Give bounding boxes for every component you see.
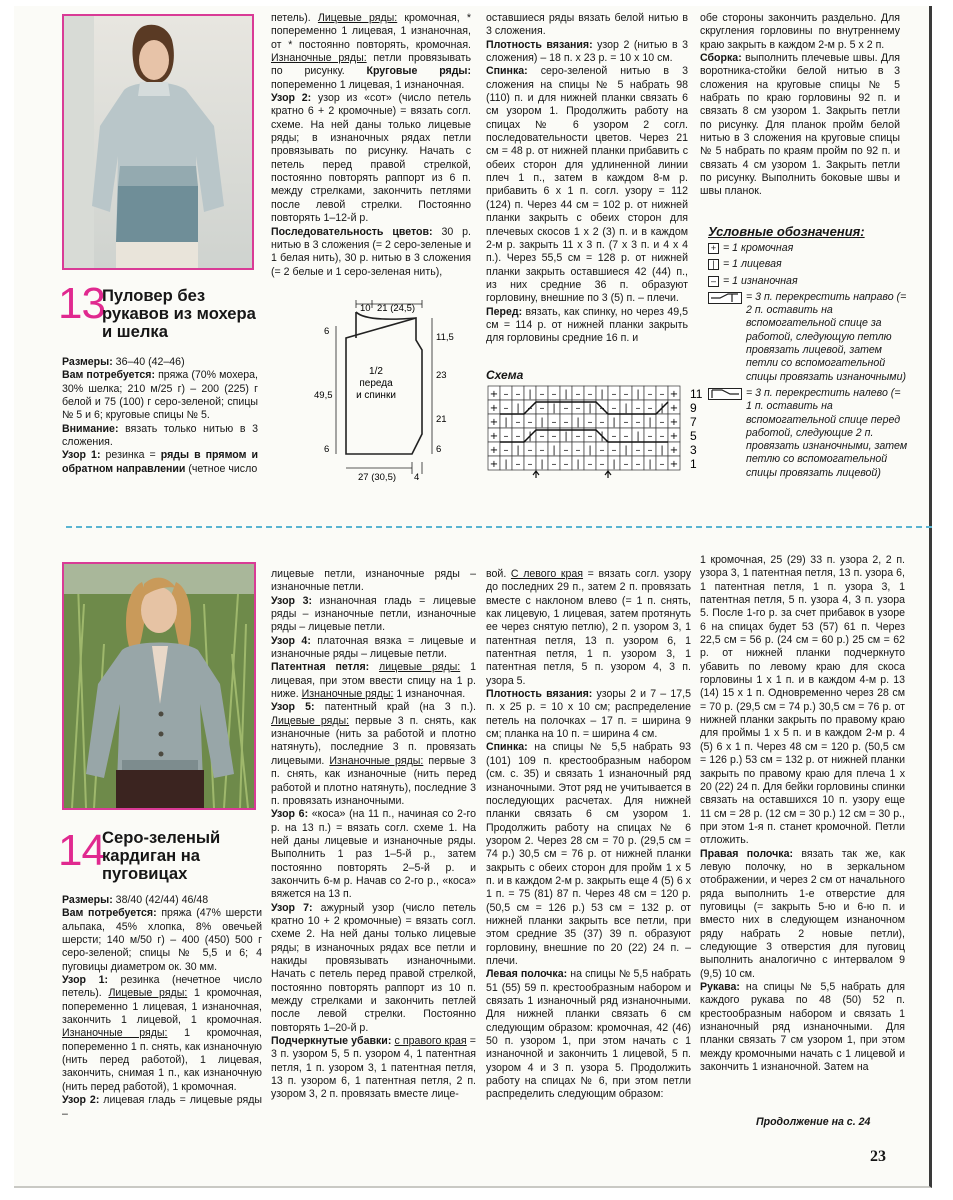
chart-stitch: –: [647, 403, 653, 414]
chart-stitch: –: [599, 445, 605, 456]
chart-stitch: +: [489, 459, 499, 470]
cross-right-icon: [708, 292, 742, 304]
chart-stitch: +: [669, 389, 679, 400]
p14-column-2: [271, 568, 476, 1134]
chart-stitch: –: [587, 389, 593, 400]
paragraph: оставшиеся ряды вязать белой нитью в 3 сложения.: [486, 12, 688, 38]
chart-stitch: –: [659, 431, 665, 442]
p13-column-3: [486, 12, 688, 364]
chart-stitch: |: [576, 417, 580, 428]
chart-row-number: 5: [690, 429, 697, 443]
chart-stitch: –: [623, 389, 629, 400]
legend-title: Условные обозначения:: [708, 224, 865, 239]
pattern-label-left-top: 6: [324, 326, 330, 337]
chart-stitch: |: [516, 445, 520, 456]
paragraph: петель). Лицевые ряды: кромочная, * попеременно 1 лицевая, 1 изнаночная, от * постоянно повторять, кромочная. Изнаночные ряды: петли провязывать по рисунку. Круговые ряды: попеременно 1 лицевая, 1 изнаночная.: [271, 12, 471, 91]
chart-stitch: –: [611, 403, 617, 414]
paragraph: Левая полочка: на спицы № 5,5 набрать 51 (55) 59 п. крестообразным набором и связать 1 изнаночный ряд изнаночными. Для нижней планки связать 6 см следующим образом: кромочная, 42 (46) 50 п. узором 1, при этом начать с 1 изнаночной и закончить 1 лицевой, 5 п. узором 4 и 3 п. узора 5. Продолжить работу на спицах № 6, при этом петли распределить следующим образом:: [486, 968, 691, 1101]
chart-row-number: 11: [690, 387, 703, 401]
chart-stitch: –: [503, 389, 509, 400]
chart-stitch: –: [659, 417, 665, 428]
chart-stitch: +: [489, 431, 499, 442]
paragraph: Сборка: выполнить плечевые швы. Для воротника-стойки белой нитью в 3 сложения на круговые спицы № 5 набрать по краю горловины 92 п. и связать 8 см узором 1. Закрыть петли по рисунку. Для планок пройм белой нитью в 3 сложения на круговые спицы № 5 набрать по краям пройм по 92 п. и связать 4 см узором 1. Закрыть петли по рисунку. Выполнить боковые швы и швы планок.: [700, 52, 900, 198]
chart-stitch: –: [503, 445, 509, 456]
magazine-page: [14, 6, 932, 1188]
chart-stitch: –: [575, 403, 581, 414]
paragraph: Узор 6: «коса» (на 11 п., начиная со 2-го р. на 13 п.) = вязать согл. схеме 1. На ней даны лицевые и изнаночные ряды. Выполнить 1 раз 1–5-й р., затем постоянно повторять 2–5-й р. и закончить 6-м р. Начав со 2-го р., «коса» вяжется на 13 п.: [271, 808, 476, 901]
chart-stitch: |: [660, 403, 664, 414]
chart-stitch: |: [552, 403, 556, 414]
paragraph: Плотность вязания: узор 2 (нитью в 3 сложения) – 18 п. x 23 р. = 10 x 10 см.: [486, 38, 688, 65]
chart-stitch: –: [515, 417, 521, 428]
chart-stitch: –: [551, 389, 557, 400]
pattern-label-center-2: переда: [359, 378, 393, 389]
chart-stitch: –: [539, 445, 545, 456]
chart-stitch: +: [669, 403, 679, 414]
paragraph: Узор 2: лицевая гладь = лицевые ряды –: [62, 1094, 262, 1120]
paragraph: 1 кромочная, 25 (29) 33 п. узора 2, 2 п. узора 3, 1 патентная петля, 13 п. узора 6, 1 патентная петля, 1 п. узора 3, 1 патентная петля, 5 п. узора 4, 3 п. узора 5. После 1-го р. за счет прибавок в узоре 6 на спицах будет 53 (57) 61 п. Через 22,5 см = 56 р. (24 см = 60 р.) 25 см = 62 р. от нижней планки подчеркнуто убавить по левому краю для скоса горловины 1 x 1 п. и в каждом 4-м р. 13 (14) 15 x 1 п. Одновременно через 28 см = 70 р. (29,5 см = 74 р.) 30,5 см = 76 р. от нижней планки закрыть по правому краю для проймы 1 x 5 п. и в каждом 2-м р. 4 (5) 6 x 1 п. Через 48 см = 120 р. (50,5 см = 126 р.) 53 см = 132 р. от нижней планки закрыть по правому краю для плеча 1 x 20 (22) 24 п. Для бейки горловины спинки связать на оставшихся 10 п. узору еще 11 см = 28 р. (12 см = 30 р.) 12 см = 30 р., при этом 1-я п. станет кромочной. Петли отложить.: [700, 554, 905, 847]
chart-stitch: |: [504, 417, 508, 428]
paragraph: Вам потребуется: пряжа (47% шерсти альпака, 45% хлопка, 8% овечьей шерсти; 140 м/50 г) – 400 (450) 500 г серо-зеленой; спицы № 5,5 и 6; 4 пуговицы диаметром ок. 30 мм.: [62, 907, 262, 973]
chart-stitch: –: [563, 403, 569, 414]
chart-stitch: |: [540, 459, 544, 470]
pattern-label-right-top: 11,5: [436, 332, 454, 343]
paragraph: Размеры: 38/40 (42/44) 46/48: [62, 894, 209, 906]
p13-attention: Внимание: вязать только нитью в 3 сложения.: [62, 422, 258, 449]
legend-item: [708, 387, 908, 480]
chart-stitch: |: [660, 445, 664, 456]
sweater-photo: [62, 14, 254, 270]
legend-text: = 3 п. перекрестить направо (= 2 п. оставить на вспомогательной спице за работой, следующую петлю провязать лицевой, затем петли со вспомогательной спицы провязать изнаночными): [746, 290, 907, 383]
p13-column-2: [271, 12, 471, 294]
chart-stitch: |: [588, 403, 592, 414]
paragraph: Правая полочка: вязать так же, как левую полочку, но в зеркальном отображении, и через 2 см от начального ряда выполнить 1-е отверстие для пуговицы (= закрыть 5-ю и 6-ю п. и вместо них в следующем изнаночном ряду набрать 2 новые петли), следующие 3 отверстия для пуговиц выполнить аналогично с интервалом 9 (9,5) 10 см.: [700, 847, 905, 980]
paragraph: Узор 4: платочная вязка = лицевые и изнаночные ряды – лицевые петли.: [271, 634, 476, 661]
chart-repeat-arrow-icon: [533, 471, 539, 478]
chart-stitch: –: [563, 445, 569, 456]
chart-stitch: –: [635, 459, 641, 470]
chart-stitch: –: [527, 459, 533, 470]
chart-stitch: +: [669, 459, 679, 470]
legend-text: = 3 п. перекрестить налево (= 1 п. оставить на вспомогательной спице перед работой, следующие 2 п. провязать изнаночными, затем петлю со вспомогательной спицы провязать лицевой): [746, 386, 908, 479]
chart-stitch: –: [611, 389, 617, 400]
pattern-number-13: 13: [58, 279, 105, 328]
legend-item: [708, 291, 908, 384]
legend-text: = 1 кромочная: [723, 242, 794, 254]
legend-symbol-icon: |: [708, 259, 719, 270]
chart-row-number: 7: [690, 415, 697, 429]
paragraph: Патентная петля: лицевые ряды: 1 лицевая, при этом ввести спицу на 1 р. ниже. Изнаночные ряды: 1 изнаночная.: [271, 661, 476, 701]
chart-stitch: –: [587, 417, 593, 428]
chart-stitch: |: [612, 417, 616, 428]
chart-stitch: –: [635, 417, 641, 428]
chart-stitch: –: [563, 417, 569, 428]
chart-stitch: –: [563, 459, 569, 470]
pattern-number-14: 14: [58, 826, 105, 875]
chart-stitch: –: [659, 459, 665, 470]
chart-stitch: –: [503, 403, 509, 414]
pattern-label-top-right: 21 (24,5): [377, 303, 416, 314]
chart-stitch: |: [576, 459, 580, 470]
chart-stitch: |: [600, 431, 604, 442]
paragraph: Узор 5: патентный край (на 3 п.). Лицевые ряды: первые 3 п. снять, как изнаночные (нить за работой и плотно натянуть), последние 3 п. провязать лицевыми. Изнаночные ряды: первые 3 п. снять, как изнаночные (нить перед работой и плотно натянуть), последние 3 п. провязать изнаночными.: [271, 701, 476, 807]
legend-item: [708, 258, 908, 271]
chart-stitch: |: [564, 389, 568, 400]
chart-stitch: –: [551, 459, 557, 470]
chart-stitch: –: [527, 417, 533, 428]
chart-stitch: –: [587, 459, 593, 470]
chart-stitch: |: [624, 403, 628, 414]
pattern-label-top-left: 10: [360, 303, 371, 314]
legend-symbol-icon: –: [708, 276, 719, 287]
pattern-label-left-mid: 49,5: [314, 390, 333, 401]
legend-item: [708, 275, 908, 288]
legend: [708, 224, 908, 494]
paragraph: Перед: вязать, как спинку, но через 49,5 см = 114 р. от нижней планки закрыть для горловины средние 16 п. и: [486, 305, 688, 345]
chart-stitch: +: [489, 403, 499, 414]
paragraph: Рукава: на спицы № 5,5 набрать для каждого рукава по 48 (50) 52 п. крестообразным набором и связать 1 изнаночный ряд изнаночными. Для планки связать 7 см узором 1, при этом между кромочными начать с 1 лицевой и закончить 1 изнаночной. Затем на: [700, 981, 905, 1074]
pattern-label-center-3: и спинки: [356, 390, 396, 401]
chart-stitch: |: [540, 417, 544, 428]
chart-stitch: –: [635, 445, 641, 456]
p13-pattern1: Узор 1: резинка = ряды в прямом и обратном направлении (четное число: [62, 449, 258, 475]
chart-stitch: –: [647, 445, 653, 456]
pattern-label-left-bottom: 6: [324, 444, 330, 455]
paragraph: Подчеркнутые убавки: с правого края = 3 п. узором 5, 5 п. узором 4, 1 патентная петля, 1 п. узором 3, 1 патентная петля, 13 п. узором 6, 1 патентная петля, 2 п. узором 3, 2 п. провязать вместе лице-: [271, 1035, 476, 1101]
chart-stitch: –: [599, 403, 605, 414]
p14-column-4: [700, 554, 905, 1120]
paragraph: Узор 7: ажурный узор (число петель кратно 10 + 2 кромочные) = вязать согл. схеме 2. На ней даны только лицевые ряды; в изнаночных рядах все петли и накиды провязывать изнаночными. Начать с петель перед правой стрелкой, постоянно повторять раппорт из 10 п. между стрелками и закончить петлей после левой стрелки. Постоянно повторять 1–20-й р.: [271, 901, 476, 1034]
chart-stitch: |: [612, 459, 616, 470]
chart-stitch: –: [647, 431, 653, 442]
chart-stitch: –: [539, 431, 545, 442]
pattern-label-bottom: 27 (30,5): [358, 472, 397, 483]
chart-stitch: +: [669, 445, 679, 456]
chart-row-number: 1: [690, 457, 697, 471]
schema-title: Схема: [486, 368, 524, 382]
chart-stitch: –: [575, 431, 581, 442]
chart-stitch: –: [599, 459, 605, 470]
chart-stitch: |: [648, 459, 652, 470]
chart-stitch: |: [516, 403, 520, 414]
chart-stitch: –: [611, 431, 617, 442]
chart-stitch: –: [551, 431, 557, 442]
chart-stitch: –: [515, 431, 521, 442]
chart-stitch: |: [636, 431, 640, 442]
pattern-label-right-mid2: 21: [436, 414, 447, 425]
chart-stitch: –: [527, 445, 533, 456]
chart-stitch: –: [623, 431, 629, 442]
paragraph: Узор 3: изнаночная гладь = лицевые ряды – изнаночные петли, изнаночные ряды – лицевые петли.: [271, 594, 476, 634]
paragraph: Последовательность цветов: 30 р. нитью в 3 сложения (= 2 серо-зеленые и 1 белая нить), 30 р. нитью в 3 сложения (= 2 белые и 1 серо-зеленая нить),: [271, 225, 471, 278]
chart-stitch: |: [504, 459, 508, 470]
chart-row-number: 3: [690, 443, 697, 457]
woman-in-sweater-image: [64, 16, 252, 268]
legend-symbol-icon: [708, 292, 742, 304]
chart-stitch: –: [503, 431, 509, 442]
chart-stitch: –: [599, 417, 605, 428]
garment-pattern-diagram: [276, 294, 476, 484]
paragraph: Узор 2: узор из «сот» (число петель кратно 6 + 2 кромочные) = вязать согл. схеме. На ней даны только лицевые ряды; в изнаночных рядах петли провязывать по рисунку. Начать с петель перед правой стрелкой, постоянно повторять раппорт из 6 п. между стрелками, закончить петлями после левой стрелки. Постоянно повторять 1–12-й р.: [271, 92, 471, 225]
p13-materials: Вам потребуется: пряжа (70% мохера, 30% шелка; 210 м/25 г) – 200 (225) г белой и 75 (100) г серо-зеленой; спицы № 5 и 6; круговые спицы № 5.: [62, 369, 258, 422]
pattern-title-13: Пуловер без рукавов из мохера и шелка: [102, 286, 256, 341]
legend-symbol-icon: [708, 388, 742, 400]
paragraph: обе стороны закончить раздельно. Для скругления горловины по внутреннему краю закрыть в каждом 2-м р. 5 x 2 п.: [700, 12, 900, 51]
chart-stitch: |: [648, 417, 652, 428]
chart-stitch: |: [624, 445, 628, 456]
legend-text: = 1 лицевая: [723, 258, 782, 271]
chart-stitch: –: [647, 389, 653, 400]
chart-stitch: |: [528, 389, 532, 400]
chart-stitch: –: [635, 403, 641, 414]
chart-stitch: –: [623, 459, 629, 470]
chart-stitch: –: [527, 403, 533, 414]
chart-stitch: |: [564, 431, 568, 442]
page-number: 23: [870, 1148, 886, 1165]
paragraph: вой. С левого края = вязать согл. узору до последних 29 п., затем 2 п. провязать вместе с наклоном влево (= 1 п. снять, как лицевую, 1 лицевая, затем протянуть ее через снятую петлю), 2 п. узором 3, 1 патентная петля, 13 п. узором 6, 1 патентная петля, 1 п. узором 3, 1 патентная петля, 5 п. узором 4, 3 п. узора 5.: [486, 568, 691, 687]
p13-sizes: Размеры: 36–40 (42–46): [62, 356, 185, 368]
pattern-label-center-1: 1/2: [369, 366, 383, 377]
paragraph: Плотность вязания: узоры 2 и 7 – 17,5 п. x 25 р. = 10 x 10 см; распределение петель на полочках – 17 п. = ширина 9 см; планка на 10 п. = ширина 4 см.: [486, 688, 691, 741]
woman-in-cardigan-image: [64, 564, 254, 808]
chart-stitch: |: [600, 389, 604, 400]
legend-text: = 1 изнаночная: [723, 274, 798, 287]
p13-lead-column: [62, 356, 258, 496]
continued-note: Продолжение на с. 24: [756, 1116, 871, 1128]
chart-stitch: |: [528, 431, 532, 442]
chart-stitch: +: [489, 417, 499, 428]
chart-stitch: –: [587, 431, 593, 442]
cross-left-icon: [708, 388, 742, 400]
knitting-chart: [484, 380, 704, 480]
legend-item: [708, 242, 908, 255]
p13-column-4: [700, 12, 900, 222]
cardigan-photo: [62, 562, 256, 810]
paragraph: Спинка: серо-зеленой нитью в 3 сложения на спицы № 5 набрать 98 (110) п. и для нижней планки связать 6 см узором 1. Продолжить работу на спицах № 6 узором 2 согл. последовательности цветов. Через 21 см = 48 р. от нижней планки прибавить с обеих сторон для удлиненной линии плеч 1 п., затем в каждом 8-м р. прибавить 6 x 1 п. согл. узору = 112 (124) п. Через 44 см = 102 р. от нижней планки закрыть с обеих сторон для плечевых скосов 1 x 2 (3) п. и в каждом 2-м р. закрыть 11 x 3 п. (7 x 3 п. и 4 x 4 п.). Через 55,5 см = 128 р. от нижней планки закрыть оставшиеся 42 (44) п., из них средние 36 п. образуют горловину, внешние по 3 (5) п. – плечи.: [486, 65, 688, 305]
chart-stitch: |: [552, 445, 556, 456]
chart-stitch: –: [539, 403, 545, 414]
chart-stitch: –: [539, 389, 545, 400]
chart-stitch: –: [551, 417, 557, 428]
chart-stitch: +: [669, 431, 679, 442]
p14-column-1: [62, 894, 262, 1134]
chart-stitch: +: [489, 389, 499, 400]
chart-stitch: +: [669, 417, 679, 428]
chart-repeat-arrow-icon: [605, 471, 611, 478]
chart-row-number: 9: [690, 401, 697, 415]
chart-stitch: |: [588, 445, 592, 456]
pattern-title-14: Серо-зеленый кардиган на пуговицах: [102, 828, 221, 883]
chart-stitch: –: [515, 389, 521, 400]
chart-stitch: –: [575, 445, 581, 456]
chart-stitch: –: [611, 445, 617, 456]
chart-stitch: –: [659, 389, 665, 400]
chart-stitch: –: [515, 459, 521, 470]
section-divider: [66, 526, 932, 528]
chart-stitch: |: [636, 389, 640, 400]
pattern-label-right-mid1: 23: [436, 370, 447, 381]
chart-stitch: +: [489, 445, 499, 456]
paragraph: Спинка: на спицы № 5,5 набрать 93 (101) 109 п. крестообразным набором (см. с. 35) и связать 1 изнаночный ряд изнаночными. Этот ряд не учитывается в последующих расчетах. Для нижней планки связать 6 см узором 1. Продолжить работу на спицах № 6 узором 2. Через 28 см = 70 р. (29,5 см = 74 р.) 30,5 см = 76 р. от нижней планки закрыть с обеих сторон для пройм 1 x 5 п. и в каждом 2-м р. закрыть еще 4 (5) 6 x 1 п. = 75 (81) 87 п. Через 48 см = 120 р. (50,5 см = 126 р.) 53 см = 132 р. от нижней планки закрыть все петли, при этом средние 35 (37) 39 п. образуют горловину, внешние по 20 (22) 24 п. – плечи.: [486, 741, 691, 967]
p14-column-3: [486, 568, 691, 1134]
legend-symbol-icon: +: [708, 243, 719, 254]
pattern-label-bottom-right: 4: [414, 472, 420, 483]
chart-stitch: –: [575, 389, 581, 400]
pattern-label-right-bottom: 6: [436, 444, 442, 455]
chart-stitch: –: [623, 417, 629, 428]
paragraph: лицевые петли, изнаночные ряды – изнаночные петли.: [271, 568, 476, 594]
paragraph: Узор 1: резинка (нечетное число петель). Лицевые ряды: 1 кромочная, попеременно 1 лицевая, 1 изнаночная, закончить 1 лицевой, 1 кромочная. Изнаночные ряды: 1 кромочная, попеременно 1 п. снять, как изнаночную (нить перед работой), 1 лицевая, закончить, снимая 1 п., как изнаночную (нить перед работой), 1 кромочная.: [62, 974, 262, 1093]
